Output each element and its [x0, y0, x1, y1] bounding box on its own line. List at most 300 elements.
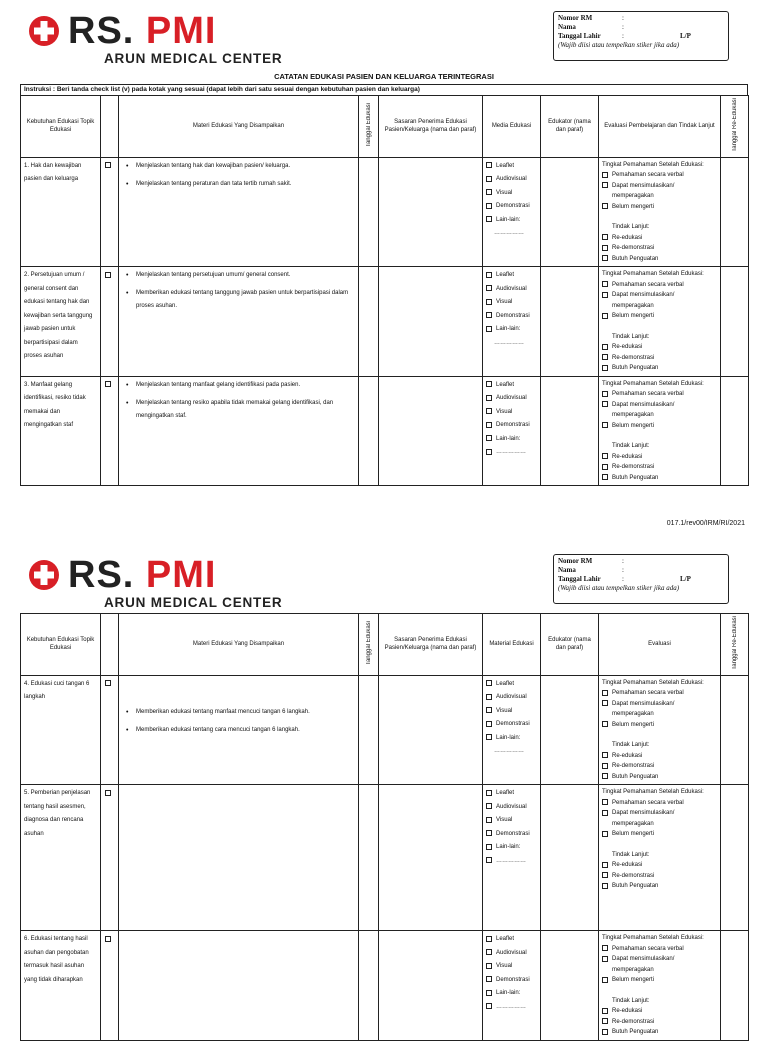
- checkbox-icon[interactable]: [486, 936, 492, 942]
- checkbox-icon[interactable]: [486, 408, 492, 414]
- media-option[interactable]: [486, 200, 537, 214]
- checkbox-icon[interactable]: [602, 391, 608, 397]
- id-label-rm: Nomor RM: [558, 557, 593, 565]
- col-header-materi: Materi Edukasi Yang Disampaikan: [119, 614, 359, 676]
- checkbox-icon[interactable]: [602, 1008, 608, 1014]
- gender-label: L/P: [680, 575, 691, 583]
- checkbox-icon[interactable]: [602, 313, 608, 319]
- id-label-name: Nama: [558, 566, 576, 574]
- checkbox-icon[interactable]: [602, 234, 608, 240]
- checkbox-icon[interactable]: [602, 203, 608, 209]
- followup-option-label: Re-demonstrasi: [612, 245, 655, 252]
- check-cell[interactable]: [101, 785, 119, 931]
- materi-item: • Menjelaskan tentang peraturan dan tata tertib rumah sakit.: [136, 178, 355, 191]
- reedu-date-cell[interactable]: [721, 931, 749, 1041]
- education-table-1: [20, 95, 749, 486]
- eval-option[interactable]: [602, 280, 717, 291]
- media-option-label: Leaflet: [496, 381, 515, 388]
- media-option[interactable]: [486, 419, 537, 433]
- checkbox-icon[interactable]: [602, 945, 608, 951]
- media-option[interactable]: [486, 283, 537, 297]
- checkbox-icon[interactable]: [105, 680, 111, 686]
- followup-option[interactable]: [602, 1006, 717, 1017]
- media-option[interactable]: [486, 933, 537, 947]
- eval-option[interactable]: [602, 290, 717, 301]
- checkbox-icon[interactable]: [602, 862, 608, 868]
- media-cell: [483, 785, 541, 931]
- checkbox-icon[interactable]: [486, 162, 492, 168]
- reedu-header-text: Tanggal Re-Edukasi: [731, 616, 738, 670]
- eval-option-label: Dapat mensimulasikan/: [612, 700, 675, 707]
- reedu-date-cell[interactable]: [721, 376, 749, 486]
- media-option-label: Visual: [496, 963, 513, 970]
- checkbox-icon[interactable]: [486, 694, 492, 700]
- eval-option[interactable]: [602, 421, 717, 432]
- checkbox-icon[interactable]: [486, 285, 492, 291]
- eval-option-label: Pemahaman secara verbal: [612, 172, 684, 179]
- media-option[interactable]: [486, 406, 537, 420]
- checkbox-icon[interactable]: [486, 435, 492, 441]
- date-cell[interactable]: [359, 931, 379, 1041]
- eval-option[interactable]: [602, 170, 717, 181]
- check-cell[interactable]: [101, 376, 119, 486]
- educator-cell[interactable]: [541, 931, 599, 1041]
- followup-option[interactable]: [602, 772, 717, 783]
- media-option-label: Audiovisual: [496, 694, 527, 701]
- eval-option[interactable]: [602, 829, 717, 840]
- recipient-cell[interactable]: [379, 675, 483, 785]
- recipient-cell[interactable]: [379, 267, 483, 377]
- checkbox-icon[interactable]: [602, 172, 608, 178]
- checkbox-icon[interactable]: [486, 189, 492, 195]
- checkbox-icon[interactable]: [602, 977, 608, 983]
- media-other-field[interactable]: [486, 446, 537, 460]
- eval-option-cont: memperagakan: [612, 412, 654, 419]
- materi-cell: [119, 157, 359, 267]
- eval-option-label: Dapat mensimulasikan/: [612, 956, 675, 963]
- topic-cell: 6. Edukasi tentang hasil asuhan dan pengobatan termasuk hasil asuhan yang tidak diharapkan: [21, 931, 101, 1041]
- eval-option[interactable]: [602, 311, 717, 322]
- followup-option-label: Butuh Penguatan: [612, 773, 659, 780]
- media-option-label: Leaflet: [496, 680, 515, 687]
- checkbox-icon[interactable]: [602, 956, 608, 962]
- followup-option-label: Butuh Penguatan: [612, 1029, 659, 1036]
- media-option[interactable]: [486, 160, 537, 174]
- media-other-field[interactable]: [486, 227, 537, 241]
- col-header-media: Media Edukasi: [483, 96, 541, 158]
- eval-option-label: Belum mengerti: [612, 313, 655, 320]
- col-header-evaluation: Evaluasi Pembelajaran dan Tindak Lanjut: [599, 96, 721, 158]
- followup-option[interactable]: [602, 1027, 717, 1038]
- materi-cell: [119, 785, 359, 931]
- logo-subtitle: ARUN MEDICAL CENTER: [104, 51, 283, 66]
- checkbox-icon[interactable]: [486, 1003, 492, 1009]
- checkbox-icon[interactable]: [486, 312, 492, 318]
- eval-option-label: Belum mengerti: [612, 831, 655, 838]
- red-cross-icon: [28, 559, 60, 591]
- date-cell[interactable]: [359, 675, 379, 785]
- checkbox-icon[interactable]: [486, 790, 492, 796]
- checkbox-icon[interactable]: [486, 203, 492, 209]
- media-option[interactable]: [486, 310, 537, 324]
- followup-option[interactable]: [602, 452, 717, 463]
- media-option[interactable]: [486, 787, 537, 801]
- educator-cell[interactable]: [541, 785, 599, 931]
- checkbox-icon[interactable]: [486, 976, 492, 982]
- checkbox-icon[interactable]: [105, 162, 111, 168]
- eval-option-cont: memperagakan: [612, 820, 654, 827]
- checkbox-icon[interactable]: [486, 680, 492, 686]
- dots-line: ……………: [494, 339, 524, 346]
- media-other-field[interactable]: [486, 1001, 537, 1015]
- checkbox-icon[interactable]: [486, 990, 492, 996]
- check-cell[interactable]: [101, 267, 119, 377]
- topic-cell: 2. Persetujuan umum / general consent dan edukasi tentang hak dan kewajiban serta tanggung jawab pasien untuk berpartisipasi dalam proses asuhan: [21, 267, 101, 377]
- media-option[interactable]: [486, 718, 537, 732]
- checkbox-icon[interactable]: [602, 690, 608, 696]
- media-option[interactable]: [486, 828, 537, 842]
- educator-cell[interactable]: [541, 675, 599, 785]
- educator-cell[interactable]: [541, 157, 599, 267]
- recipient-cell[interactable]: [379, 376, 483, 486]
- checkbox-icon[interactable]: [602, 752, 608, 758]
- media-option-label: Audiovisual: [496, 803, 527, 810]
- eval-heading: Tingkat Pemahaman Setelah Edukasi:: [602, 380, 704, 387]
- checkbox-icon[interactable]: [602, 281, 608, 287]
- checkbox-icon[interactable]: [486, 449, 492, 455]
- dots-line: ……………: [494, 748, 524, 755]
- reedu-date-cell[interactable]: [721, 785, 749, 931]
- followup-option[interactable]: [602, 751, 717, 762]
- media-option-label: Audiovisual: [496, 949, 527, 956]
- topic-cell: 5. Pemberian penjelasan tentang hasil asesmen, diagnosa dan rencana asuhan: [21, 785, 101, 931]
- checkbox-icon[interactable]: [486, 707, 492, 713]
- evaluation-cell: [599, 675, 721, 785]
- followup-heading: Tindak Lanjut:: [612, 851, 650, 858]
- media-other-field[interactable]: [486, 855, 537, 869]
- checkbox-icon[interactable]: [602, 344, 608, 350]
- checkbox-icon[interactable]: [602, 810, 608, 816]
- eval-option[interactable]: [602, 400, 717, 411]
- media-option-label: Demonstrasi: [496, 976, 530, 983]
- evaluation-cell: [599, 376, 721, 486]
- followup-option-label: Re-demonstrasi: [612, 354, 655, 361]
- media-option-label: Audiovisual: [496, 285, 527, 292]
- media-option[interactable]: [486, 841, 537, 855]
- checkbox-icon[interactable]: [602, 831, 608, 837]
- eval-option[interactable]: [602, 389, 717, 400]
- check-cell[interactable]: [101, 931, 119, 1041]
- followup-option-label: Re-demonstrasi: [612, 464, 655, 471]
- logo-rs: RS.: [68, 10, 135, 52]
- eval-option-label: Pemahaman secara verbal: [612, 391, 684, 398]
- checkbox-icon[interactable]: [602, 401, 608, 407]
- media-option-label: Leaflet: [496, 162, 515, 169]
- followup-option[interactable]: [602, 473, 717, 484]
- media-option-label: Leaflet: [496, 272, 515, 279]
- checkbox-icon[interactable]: [486, 272, 492, 278]
- id-note: (Wajib diisi atau tempelkan stiker jika ada): [558, 41, 680, 49]
- followup-option-label: Butuh Penguatan: [612, 883, 659, 890]
- materi-cell: [119, 267, 359, 377]
- media-option[interactable]: [486, 987, 537, 1001]
- eval-option[interactable]: [602, 944, 717, 955]
- eval-option-label: Belum mengerti: [612, 977, 655, 984]
- checkbox-icon[interactable]: [602, 763, 608, 769]
- patient-id-box: [553, 554, 729, 604]
- media-option[interactable]: [486, 705, 537, 719]
- id-colon: :: [622, 23, 624, 31]
- materi-item: • Menjelaskan tentang persetujuan umum/ general consent.: [136, 269, 355, 282]
- eval-option[interactable]: [602, 699, 717, 710]
- eval-option-cont: memperagakan: [612, 302, 654, 309]
- media-option[interactable]: [486, 323, 537, 337]
- media-other-field[interactable]: [486, 745, 537, 759]
- logo-rs: RS.: [68, 554, 135, 596]
- followup-option[interactable]: [602, 462, 717, 473]
- patient-id-box: [553, 11, 729, 61]
- media-option[interactable]: [486, 379, 537, 393]
- followup-option[interactable]: [602, 353, 717, 364]
- media-option-label: Demonstrasi: [496, 422, 530, 429]
- checkbox-icon[interactable]: [602, 721, 608, 727]
- checkbox-icon[interactable]: [486, 830, 492, 836]
- checkbox-icon[interactable]: [486, 817, 492, 823]
- media-option-label: Audiovisual: [496, 176, 527, 183]
- media-option[interactable]: [486, 691, 537, 705]
- followup-option[interactable]: [602, 860, 717, 871]
- checkbox-icon[interactable]: [602, 422, 608, 428]
- checkbox-icon[interactable]: [602, 464, 608, 470]
- checkbox-icon[interactable]: [105, 272, 111, 278]
- media-option-label: Visual: [496, 408, 513, 415]
- checkbox-icon[interactable]: [105, 790, 111, 796]
- checkbox-icon[interactable]: [486, 803, 492, 809]
- table-row: [21, 785, 749, 931]
- media-cell: [483, 931, 541, 1041]
- id-label-rm: Nomor RM: [558, 14, 593, 22]
- checkbox-icon[interactable]: [602, 182, 608, 188]
- id-note: (Wajib diisi atau tempelkan stiker jika ada): [558, 584, 680, 592]
- reedu-date-cell[interactable]: [721, 157, 749, 267]
- reedu-header-text: Tanggal Re-Edukasi: [731, 98, 738, 152]
- eval-heading: Tingkat Pemahaman Setelah Edukasi:: [602, 789, 704, 796]
- reedu-date-cell[interactable]: [721, 267, 749, 377]
- col-header-topic: Kebutuhan Edukasi Topik Edukasi: [21, 614, 101, 676]
- materi-cell: [119, 675, 359, 785]
- recipient-cell[interactable]: [379, 931, 483, 1041]
- eval-option[interactable]: [602, 720, 717, 731]
- checkbox-icon[interactable]: [486, 176, 492, 182]
- followup-option[interactable]: [602, 881, 717, 892]
- checkbox-icon[interactable]: [486, 299, 492, 305]
- checkbox-icon[interactable]: [602, 883, 608, 889]
- eval-heading: Tingkat Pemahaman Setelah Edukasi:: [602, 271, 704, 278]
- checkbox-icon[interactable]: [602, 245, 608, 251]
- media-cell: [483, 376, 541, 486]
- date-cell[interactable]: [359, 157, 379, 267]
- media-option-label: Lain-lain:: [496, 990, 521, 997]
- checkbox-icon[interactable]: [486, 734, 492, 740]
- materi-item: • Memberikan edukasi tentang cara mencuci tangan 6 langkah.: [136, 724, 355, 737]
- media-option[interactable]: [486, 187, 537, 201]
- checkbox-icon[interactable]: [486, 857, 492, 863]
- media-option[interactable]: [486, 960, 537, 974]
- evaluation-cell: [599, 157, 721, 267]
- eval-option-label: Pemahaman secara verbal: [612, 690, 684, 697]
- followup-option[interactable]: [602, 761, 717, 772]
- eval-option-label: Dapat mensimulasikan/: [612, 182, 675, 189]
- checkbox-icon[interactable]: [486, 844, 492, 850]
- media-option-label: Visual: [496, 299, 513, 306]
- followup-option-label: Re-demonstrasi: [612, 763, 655, 770]
- recipient-cell[interactable]: [379, 157, 483, 267]
- checkbox-icon[interactable]: [486, 963, 492, 969]
- eval-option-label: Pemahaman secara verbal: [612, 281, 684, 288]
- followup-option[interactable]: [602, 254, 717, 265]
- id-label-name: Nama: [558, 23, 576, 31]
- followup-heading: Tindak Lanjut:: [612, 742, 650, 749]
- followup-option-label: Butuh Penguatan: [612, 474, 659, 481]
- media-cell: [483, 675, 541, 785]
- table-row: [21, 675, 749, 785]
- table-body-1: [21, 157, 749, 486]
- followup-heading: Tindak Lanjut:: [612, 443, 650, 450]
- eval-option[interactable]: [602, 798, 717, 809]
- col-header-recipient: Sasaran Penerima Edukasi Pasien/Keluarga (nama dan paraf): [379, 614, 483, 676]
- checkbox-icon[interactable]: [602, 453, 608, 459]
- date-cell[interactable]: [359, 376, 379, 486]
- eval-heading: Tingkat Pemahaman Setelah Edukasi:: [602, 679, 704, 686]
- check-cell[interactable]: [101, 157, 119, 267]
- table-row: [21, 376, 749, 486]
- media-option[interactable]: [486, 392, 537, 406]
- followup-option-label: Re-edukasi: [612, 1008, 643, 1015]
- materi-cell: [119, 931, 359, 1041]
- media-other-field[interactable]: [486, 337, 537, 351]
- followup-option[interactable]: [602, 363, 717, 374]
- followup-option-label: Re-edukasi: [612, 752, 643, 759]
- media-option[interactable]: [486, 296, 537, 310]
- checkbox-icon[interactable]: [486, 216, 492, 222]
- checkbox-icon[interactable]: [486, 721, 492, 727]
- followup-option-label: Re-edukasi: [612, 234, 643, 241]
- checkbox-icon[interactable]: [602, 292, 608, 298]
- media-option-label: Lain-lain:: [496, 216, 521, 223]
- eval-option-cont: memperagakan: [612, 193, 654, 200]
- checkbox-icon[interactable]: [602, 365, 608, 371]
- followup-option[interactable]: [602, 1017, 717, 1028]
- followup-option[interactable]: [602, 342, 717, 353]
- id-colon: :: [622, 566, 624, 574]
- media-option[interactable]: [486, 974, 537, 988]
- media-option[interactable]: [486, 214, 537, 228]
- checkbox-icon[interactable]: [486, 395, 492, 401]
- educator-cell[interactable]: [541, 267, 599, 377]
- id-colon: :: [622, 557, 624, 565]
- table-row: [21, 931, 749, 1041]
- media-cell: [483, 157, 541, 267]
- eval-option[interactable]: [602, 181, 717, 192]
- materi-item: • Menjelaskan tentang hak dan kewajiban pasien/ keluarga.: [136, 160, 355, 173]
- followup-option[interactable]: [602, 233, 717, 244]
- checkbox-icon[interactable]: [602, 255, 608, 261]
- checkbox-icon[interactable]: [602, 773, 608, 779]
- form-code: 017.1/rev00/IRM/RI/2021: [666, 520, 745, 527]
- dots-line: ……………: [496, 857, 526, 864]
- media-option[interactable]: [486, 173, 537, 187]
- evaluation-cell: [599, 267, 721, 377]
- media-option-label: Lain-lain:: [496, 844, 521, 851]
- id-label-dob: Tanggal Lahir: [558, 575, 601, 583]
- media-option-label: Demonstrasi: [496, 312, 530, 319]
- date-header-text: Tanggal Edukasi: [365, 620, 372, 665]
- reedu-date-cell[interactable]: [721, 675, 749, 785]
- eval-option-label: Belum mengerti: [612, 422, 655, 429]
- eval-option-label: Pemahaman secara verbal: [612, 799, 684, 806]
- media-option-label: Lain-lain:: [496, 734, 521, 741]
- col-header-check: [101, 96, 119, 158]
- checkbox-icon[interactable]: [602, 872, 608, 878]
- check-cell[interactable]: [101, 675, 119, 785]
- eval-option[interactable]: [602, 954, 717, 965]
- checkbox-icon[interactable]: [486, 422, 492, 428]
- media-option-label: Leaflet: [496, 790, 515, 797]
- checkbox-icon[interactable]: [602, 1029, 608, 1035]
- checkbox-icon[interactable]: [602, 354, 608, 360]
- checkbox-icon[interactable]: [486, 326, 492, 332]
- col-header-date: [359, 96, 379, 158]
- media-option-label: Visual: [496, 817, 513, 824]
- followup-heading: Tindak Lanjut:: [612, 997, 650, 1004]
- media-option[interactable]: [486, 732, 537, 746]
- checkbox-icon[interactable]: [105, 381, 111, 387]
- checkbox-icon[interactable]: [602, 1018, 608, 1024]
- date-cell[interactable]: [359, 785, 379, 931]
- checkbox-icon[interactable]: [105, 936, 111, 942]
- eval-heading: Tingkat Pemahaman Setelah Edukasi:: [602, 161, 704, 168]
- checkbox-icon[interactable]: [602, 700, 608, 706]
- eval-option[interactable]: [602, 975, 717, 986]
- table-row: [21, 157, 749, 267]
- media-cell: [483, 267, 541, 377]
- followup-option[interactable]: [602, 243, 717, 254]
- eval-option[interactable]: [602, 688, 717, 699]
- media-option[interactable]: [486, 814, 537, 828]
- followup-heading: Tindak Lanjut:: [612, 333, 650, 340]
- checkbox-icon[interactable]: [602, 474, 608, 480]
- checkbox-icon[interactable]: [602, 799, 608, 805]
- checkbox-icon[interactable]: [486, 949, 492, 955]
- date-cell[interactable]: [359, 267, 379, 377]
- media-option[interactable]: [486, 947, 537, 961]
- recipient-cell[interactable]: [379, 785, 483, 931]
- eval-option[interactable]: [602, 202, 717, 213]
- educator-cell[interactable]: [541, 376, 599, 486]
- media-option[interactable]: [486, 801, 537, 815]
- followup-option[interactable]: [602, 871, 717, 882]
- checkbox-icon[interactable]: [486, 381, 492, 387]
- media-option[interactable]: [486, 433, 537, 447]
- col-header-reedu-date: [721, 96, 749, 158]
- date-header-text: Tanggal Edukasi: [365, 102, 372, 147]
- followup-option-label: Re-edukasi: [612, 862, 643, 869]
- media-option[interactable]: [486, 678, 537, 692]
- materi-item: • Memberikan edukasi tentang manfaat mencuci tangan 6 langkah.: [136, 706, 355, 719]
- media-option-label: Audiovisual: [496, 395, 527, 402]
- media-option[interactable]: [486, 269, 537, 283]
- eval-option[interactable]: [602, 808, 717, 819]
